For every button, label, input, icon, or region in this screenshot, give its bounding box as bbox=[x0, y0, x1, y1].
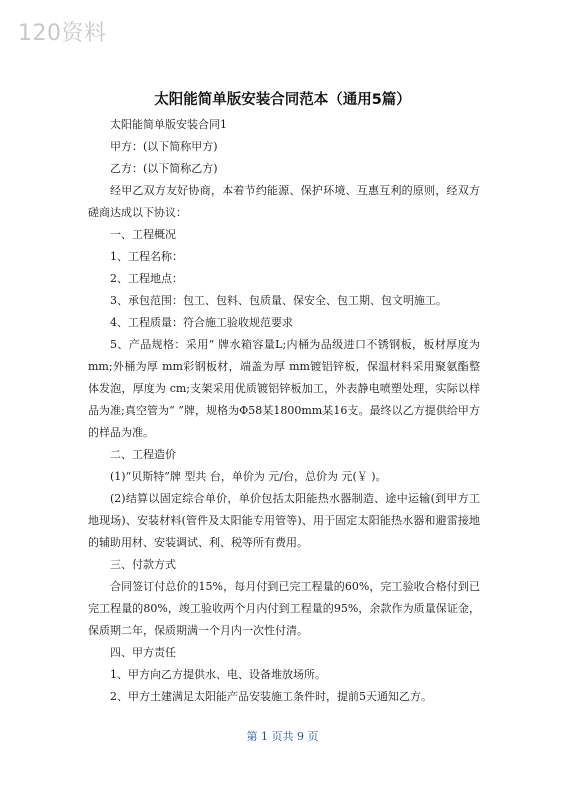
document-body bbox=[88, 114, 480, 708]
page-number-footer: 第 1 页共 9 页 bbox=[246, 730, 319, 743]
paragraph: 1、工程名称： bbox=[110, 250, 183, 263]
section-heading: 三、付款方式 bbox=[110, 558, 176, 571]
section-heading: 二、工程造价 bbox=[110, 448, 176, 461]
paragraph: 3、承包范围：包工、包料、包质量、保安全、包工期、包文明施工。 bbox=[110, 294, 447, 307]
paragraph: (2)结算以固定综合单价，单价包括太阳能热水器制造、途中运输(到甲方工地现场)、安装材料(管件及太阳能专用管等)、用于固定太阳能热水器和避雷接地的辅助用材、安装调试、利、税等所有费用。 bbox=[88, 492, 480, 549]
paragraph: (1)“贝斯特”牌 型共 台，单价为 元/台，总价为 元(￥ )。 bbox=[110, 470, 387, 483]
document-title: 太阳能简单版安装合同范本（通用5篇） bbox=[154, 92, 411, 108]
paragraph: 4、工程质量：符合施工验收规范要求 bbox=[110, 316, 293, 329]
paragraph: 2、甲方土建满足太阳能产品安装施工条件时，提前5天通知乙方。 bbox=[110, 690, 432, 703]
paragraph: 太阳能简单版安装合同1 bbox=[110, 118, 227, 131]
paragraph: 2、工程地点： bbox=[110, 272, 183, 285]
section-heading: 一、工程概况 bbox=[110, 228, 176, 241]
paragraph: 1、甲方向乙方提供水、电、设备堆放场所。 bbox=[110, 668, 326, 681]
paragraph: 经甲乙双方友好协商，本着节约能源、保护环境、互惠互利的原则，经双方磋商达成以下协议： bbox=[88, 184, 480, 219]
paragraph: 甲方：(以下简称甲方) bbox=[110, 140, 218, 153]
paragraph: 合同签订付总价的15%，每月付到已完工程量的60%，完工验收合格付到已完工程量的80%，竣工验收两个月内付到工程量的95%，余款作为质量保证金，保质期二年，保质期满一个月内一次性付清。 bbox=[88, 580, 480, 637]
paragraph: 5、产品规格：采用“ 牌水箱容量L;内桶为品级进口不锈钢板，板材厚度为 mm;外桶为厚 mm彩钢板材，端盖为厚 mm镀铝锌板，保温材料采用聚氨酯整体发泡，厚度为 cm;支架采用优质镀铝锌板加工，外表静电喷塑处理，实际以样品为准;真空管为“ ”牌，规格为Φ58某1800mm某16支。最终以乙方提供给甲方的样品为准。 bbox=[88, 338, 480, 439]
watermark-logo: 120资料 bbox=[18, 21, 107, 46]
paragraph: 乙方：(以下简称乙方) bbox=[110, 162, 218, 175]
section-heading: 四、甲方责任 bbox=[110, 646, 176, 659]
